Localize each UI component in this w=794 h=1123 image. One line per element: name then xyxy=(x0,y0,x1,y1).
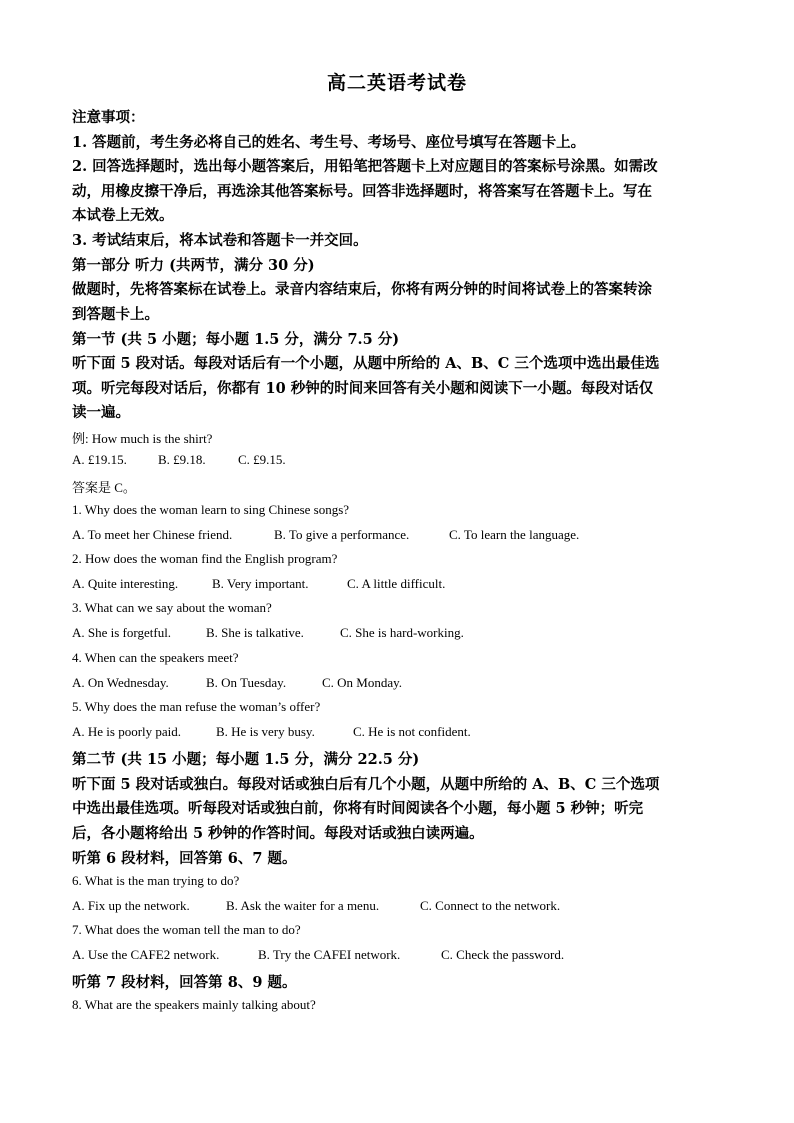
option-b: B. On Tuesday. xyxy=(206,675,287,690)
option-a: A. Quite interesting. xyxy=(72,576,179,591)
option-c: C. Check the password. xyxy=(441,947,565,962)
option-c: C. To learn the language. xyxy=(449,527,580,542)
example-option-c: C. £9.15. xyxy=(238,452,286,467)
option-b: B. He is very busy. xyxy=(216,724,315,739)
section1-heading: 第一节 (共 5 小题；每小题 1.5 分，满分 7.5 分) xyxy=(72,331,400,348)
notice-item-2-line-1: 2. 回答选择题时，选出每小题答案后，用铅笔把答题卡上对应题目的答案标号涂黑。如需改 xyxy=(72,158,658,175)
question-4: 4. When can the speakers meet? xyxy=(72,650,239,665)
section2-desc-line-1: 听下面 5 段对话或独白。每段对话或独白后有几个小题，从题中所给的 A、B、C 三个选项 xyxy=(72,776,660,793)
section1-desc-line-2: 项。听完每段对话后，你都有 10 秒钟的时间来回答有关小题和阅读下一小题。每段对话仅 xyxy=(72,380,654,397)
part1-desc-line-1: 做题时，先将答案标在试卷上。录音内容结束后，你将有两分钟的时间将试卷上的答案转涂 xyxy=(72,281,652,298)
question-5: 5. Why does the man refuse the woman’s offer? xyxy=(72,699,321,714)
example-answer: 答案是 C。 xyxy=(72,480,136,495)
option-c: C. A little difficult. xyxy=(347,576,446,591)
section2-heading: 第二节 (共 15 小题；每小题 1.5 分，满分 22.5 分) xyxy=(72,751,420,768)
option-a: A. On Wednesday. xyxy=(72,675,169,690)
option-c: C. On Monday. xyxy=(322,675,403,690)
question-6: 6. What is the man trying to do? xyxy=(72,873,240,888)
option-a: A. Use the CAFE2 network. xyxy=(72,947,220,962)
option-a: A. She is forgetful. xyxy=(72,625,172,640)
page-title: 高二英语考试卷 xyxy=(326,72,467,94)
option-a: A. Fix up the network. xyxy=(72,898,190,913)
material-6-heading: 听第 6 段材料，回答第 6、7 题。 xyxy=(72,850,297,867)
example-question: 例: How much is the shirt? xyxy=(72,431,213,446)
question-6-options xyxy=(72,898,560,914)
option-b: B. She is talkative. xyxy=(206,625,304,640)
question-8: 8. What are the speakers mainly talking about? xyxy=(72,997,316,1012)
option-c: C. She is hard-working. xyxy=(340,625,464,640)
section1-desc-line-1: 听下面 5 段对话。每段对话后有一个小题，从题中所给的 A、B、C 三个选项中选出最佳选 xyxy=(72,355,660,372)
example-options xyxy=(72,452,286,468)
question-7: 7. What does the woman tell the man to do? xyxy=(72,922,301,937)
notice-item-2-line-2: 动，用橡皮擦干净后，再选涂其他答案标号。回答非选择题时，将答案写在答题卡上。写在 xyxy=(72,183,652,200)
option-c: C. He is not confident. xyxy=(353,724,471,739)
section2-desc-line-3: 后，各小题将给出 5 秒钟的作答时间。每段对话或独白读两遍。 xyxy=(72,825,484,842)
part1-heading: 第一部分 听力 (共两节，满分 30 分) xyxy=(72,257,315,274)
section2-desc-line-2: 中选出最佳选项。听每段对话或独白前，你将有时间阅读各个小题，每小题 5 秒钟；听完 xyxy=(72,800,644,817)
option-a: A. He is poorly paid. xyxy=(72,724,182,739)
option-b: B. To give a performance. xyxy=(274,527,410,542)
part1-desc-line-2: 到答题卡上。 xyxy=(72,306,159,323)
example-option-b: B. £9.18. xyxy=(158,452,206,467)
question-4-options xyxy=(72,675,402,691)
notice-item-2-line-3: 本试卷上无效。 xyxy=(72,207,174,224)
question-7-options xyxy=(72,947,564,963)
notice-item-1: 1. 答题前，考生务必将自己的姓名、考生号、考场号、座位号填写在答题卡上。 xyxy=(72,134,586,151)
option-b: B. Very important. xyxy=(212,576,309,591)
notice-item-3: 3. 考试结束后，将本试卷和答题卡一并交回。 xyxy=(72,232,368,249)
question-3-options xyxy=(72,625,464,641)
question-3: 3. What can we say about the woman? xyxy=(72,600,272,615)
option-a: A. To meet her Chinese friend. xyxy=(72,527,233,542)
question-1: 1. Why does the woman learn to sing Chinese songs? xyxy=(72,502,350,517)
question-1-options xyxy=(72,527,579,543)
option-b: B. Try the CAFEI network. xyxy=(258,947,401,962)
notice-heading: 注意事项： xyxy=(72,109,145,126)
option-c: C. Connect to the network. xyxy=(420,898,561,913)
question-2: 2. How does the woman find the English program? xyxy=(72,551,338,566)
question-2-options xyxy=(72,576,445,592)
section1-desc-line-3: 读一遍。 xyxy=(72,404,130,421)
material-7-heading: 听第 7 段材料，回答第 8、9 题。 xyxy=(72,974,297,991)
question-5-options xyxy=(72,724,471,740)
option-b: B. Ask the waiter for a menu. xyxy=(226,898,380,913)
example-option-a: A. £19.15. xyxy=(72,452,127,467)
